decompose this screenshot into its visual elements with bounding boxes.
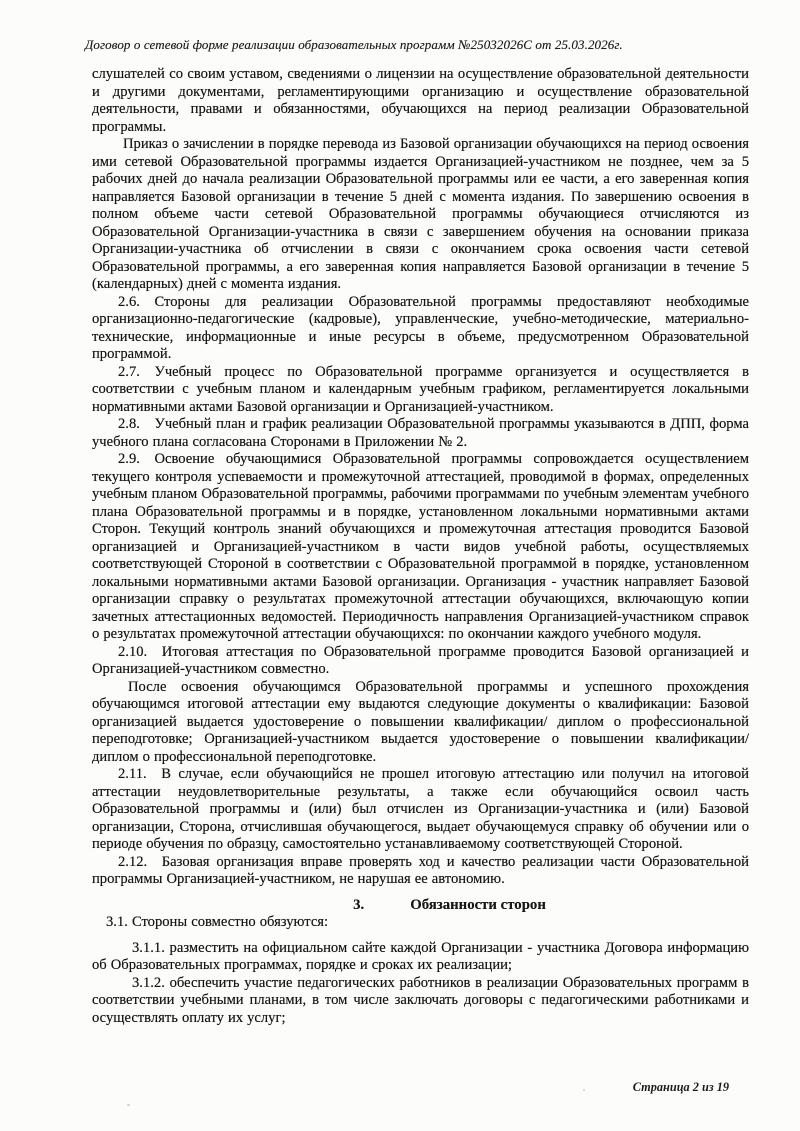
clause-paragraph: 2.6. Стороны для реализации Образовательной программы предоставляют необходимые организационно-педагогические (кадровые), управленческие, учебно-методические, материально-технические, информационные и иные ресурсы в объеме, предусмотренном Образовательной программой.: [92, 293, 749, 362]
clause-paragraph: 2.11. В случае, если обучающийся не прошел итоговую аттестацию или получил на итоговой аттестации неудовлетворительные результаты, а также если обучающийся освоил часть Образовательной программы и (или) был отчислен из Организации-участника и (или) Базовой организации, Сторона, отчислившая обучающегося, выдает обучающемуся справку об обучении или о периоде обучения по образцу, самостоятельно устанавливаемому соответствующей Стороной.: [92, 766, 749, 852]
document-header-title: Договор о сетевой форме реализации образовательных программ №25032026С от 25.03.2026г.: [85, 37, 623, 52]
paragraph: 3.1. Стороны совместно обязуются:: [106, 914, 329, 930]
paragraph: 3.1.1. разместить на официальном сайте каждой Организации - участника Договора информацию об Образовательных программах, порядке и сроках их реализации;: [92, 939, 749, 973]
paragraph: 3.1.2. обеспечить участие педагогических работников в реализации Образовательных программ в соответствии учебными планами, в том числе заключать договоры с педагогическими работниками и осуществлять оплату их услуг;: [92, 974, 749, 1026]
scan-speck: [583, 1089, 585, 1091]
clause-paragraph: 2.12. Базовая организация вправе проверять ход и качество реализации части Образовательной программы Организацией-участником, не нарушая ее автономию.: [92, 853, 749, 887]
clause-paragraph: 2.8. Учебный план и график реализации Образовательной программы указываются в ДПП, форма учебного плана согласована Сторонами в Приложении № 2.: [92, 416, 749, 450]
section-heading: [92, 897, 749, 915]
section-title: Обязанности сторон: [410, 896, 546, 913]
paragraph: слушателей со своим уставом, сведениями о лицензии на осуществление образовательной деятельности и другими документами, регламентирующими организацию и осуществление образовательной деятельности, правами и обязанностями, обучающихся на период реализации Образовательной программы.: [92, 66, 749, 135]
scan-speck: [127, 1104, 130, 1106]
paragraph: После освоения обучающимся Образовательной программы и успешного прохождения обучающимся итоговой аттестации ему выдаются следующие документы о квалификации: Базовой организацией выдается удостоверение о повышении квалификации/ диплом о профессиональной переподготовке; Организацией-участником выдается удостоверение о повышении квалификации/ диплом о профессиональной переподготовке.: [92, 678, 749, 765]
page-number-label: Страница 2 из 19: [632, 1080, 729, 1094]
clause-paragraph: 2.10. Итоговая аттестация по Образовательной программе проводится Базовой организацией и Организацией-участником совместно.: [92, 643, 749, 677]
document-body: [92, 66, 749, 1027]
clause-paragraph: 2.7. Учебный процесс по Образовательной программе организуется и осуществляется в соответствии с учебным планом и календарным учебным графиком, регламентируется локальными нормативными актами Базовой организации и Организацией-участником.: [92, 363, 749, 415]
clause-paragraph: 2.9. Освоение обучающимися Образовательной программы сопровождается осуществлением текущего контроля успеваемости и промежуточной аттестацией, проводимой в формах, определенных учебным планом Образовательной программы, рабочими программами по учебным элементам учебного плана Образовательной программы и в порядке, установленном локальными нормативными актами Сторон. Текущий контроль знаний обучающихся и промежуточная аттестация проводится Базовой организацией и Организацией-участником в части видов учебной работы, осуществляемых соответствующей Стороной в соответствии с Образовательной программой в порядке, установленном локальными нормативными актами Базовой организации. Организация - участник направляет Базовой организации справку о результатах промежуточной аттестации обучающихся, включающую копии зачетных аттестационных ведомостей. Периодичность направления Организацией-участником справок о результатах промежуточной аттестации обучающихся: по окончании каждого учебного модуля.: [92, 451, 749, 642]
section-number: 3.: [353, 896, 365, 913]
paragraph: Приказ о зачислении в порядке перевода из Базовой организации обучающихся на период освоения ими сетевой Образовательной программы издается Организацией-участником не позднее, чем за 5 рабочих дней до начала реализации Образовательной программы или ее части, а его заверенная копия направляется Базовой организации в течение 5 дней с момента издания. По завершению освоения в полном объеме части сетевой Образовательной программы обучающиеся отчисляются из Образовательной Организации-участника в связи с завершением обучения на основании приказа Организации-участника об отчислении в связи с окончанием срока освоения части сетевой Образовательной программы, а его заверенная копия направляется Базовой организации в течение 5 (календарных) дней с момента издания.: [92, 136, 749, 292]
